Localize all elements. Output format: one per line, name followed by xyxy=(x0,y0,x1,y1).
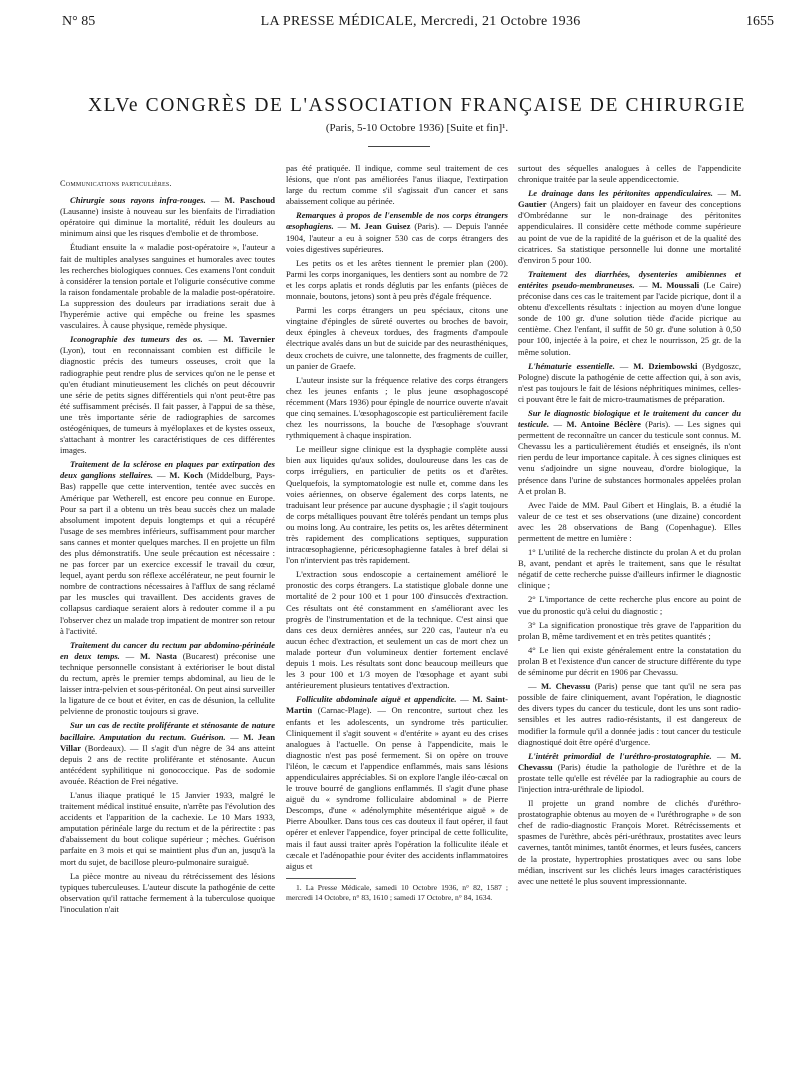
paragraph-text: (Angers) fait un plaidoyer en faveur des conceptions d'Ombrédanne sur le non-drainage des péritonites appendiculaires. Il considère cette méthode comme supérieure au point de vue de la rapidité de la guérison et de la qualité des cicatrices. Sa statistique personnelle lui donne une mortalité d'environ 5 pour 100. xyxy=(518,199,742,265)
author: M. Nasta xyxy=(139,650,177,661)
paragraph: La pièce montre au niveau du rétrécissement des lésions typiques tuberculeuses. L'auteur discute la pathogénie de cette observation qu'il rattache fermement à la tuberculose quoique l'inoculation n'ait xyxy=(60,870,275,914)
column-1 xyxy=(60,178,275,918)
communication-title: Folliculite abdominale aiguë et appendicite. xyxy=(296,694,457,705)
paragraph: — M. Chevassu (Paris) pense que tant qu'il ne sera pas possible de faire cliniquement, avant l'opération, le diagnostic des divers types du cancer du testicule, dont les uns sont radio-sensibles et les autres radio-résistants, il est dangereux de modifier la formule qu'il a donnée jadis : tout cancer du testicule diagnostiqué doit être opéré d'urgence. xyxy=(518,681,742,747)
author: M. Jean Villar xyxy=(60,731,275,753)
communication-title: Iconographie des tumeurs des os. xyxy=(70,334,203,345)
paragraph: Iconographie des tumeurs des os. — M. Tavernier (Lyon), tout en reconnaissant combien est difficile le diagnostic précis des tumeurs osseuses, croit que la radiographie peut rendre plus de services qu'on ne le pense et qu'en étudiant minutieusement les clichés on peut découvrir une série de petits signes différentiels qui n'ont peut-être pas été suffisamment précisés. Il fait passer, à l'appui de sa thèse, une très importante série de radiographies de sarcomes ostéogéniques, de tumeurs à myéloplaxes et de kystes osseux, s'attachant à montrer les caractéristiques de ces différentes images. xyxy=(60,334,275,456)
footnote-rule xyxy=(286,878,356,879)
author: M. Dziembowski xyxy=(633,360,698,371)
paragraph: Sur un cas de rectite proliférante et sténosante de nature bacillaire. Amputation du rectum. Guérison. — M. Jean Villar (Bordeaux). — Il s'agit d'un nègre de 34 ans atteint depuis 2 ans de rectite proliférante et sténosante. Aucun antécédent syphilitique ni gonococcique. Pas de sodomie avouée. Réaction de Frei négative. xyxy=(60,720,275,786)
paragraph: L'anus iliaque pratiqué le 15 Janvier 1933, malgré le traitement médical institué ensuite, n'arrête pas l'évolution des accidents et l'apparition de la cachexie. Le 10 Mars 1933, amputation périnéale large du rectum et de la périrectite : pas d'abaissement du bout colique supérieur ; mèches. Guérison parfaite en 3 mois et qui se maintient plus d'un an, jusqu'à la mort du sujet, de bacillose pleuro-pulmonaire suraiguë. xyxy=(60,789,275,867)
paragraph-text: (Paris). — Les signes qui permettent de reconnaître un cancer du testicule sont connus. M. Chevassu les a particulièrement étudiés et enseignés, ils n'ont rien perdu de leur importance capitale. À ces signes cliniques est venu s'adjoindre un signe nouveau, d'ordre biologique, la présence dans l'urine de substances hormonales appelées prolan A et prolan B. xyxy=(518,419,741,496)
paragraph-text: (Lausanne) insiste à nouveau sur les bienfaits de l'irradiation opératoire qui diminue la mortalité, réduit les douleurs au minimum ainsi que les risques d'embolie et de thrombose. xyxy=(60,206,275,239)
communication-title: Sur le diagnostic biologique et le traitement du cancer du testicule. xyxy=(518,407,741,430)
paragraph: Traitement du cancer du rectum par abdomino-périnéale en deux temps. — M. Nasta (Bucarest) préconise une technique personnelle consistant à extérioriser le bout distal du rectum, après le premier temps abdominal, au lieu de le laisser intra-pelvien et sous-péritonéal. On peut ainsi surveiller la ligature de ce bout et éviter, en cas de désunion, la cellulite pelvienne de pronostic toujours si grave. xyxy=(60,639,275,717)
paragraph-text: (Paris) pense que tant qu'il ne sera pas possible de faire cliniquement, avant l'opération, le diagnostic des divers types du cancer du testicule, dont les uns sont radio-sensibles et les autres radio-résistants, il est dangereux de modifier la formule qu'il a donnée jadis : tout cancer du testicule diagnostiqué doit être opéré d'urgence. xyxy=(518,681,742,747)
paragraph: Sur le diagnostic biologique et le traitement du cancer du testicule. — M. Antoine Béclère (Paris). — Les signes qui permettent de reconnaître un cancer du testicule sont connus. M. Chevassu les a particulièrement étudiés et enseignés, ils n'ont rien perdu de leur importance capitale. À ces signes cliniques est venu s'adjoindre un signe nouveau, d'ordre biologique, la présence dans l'urine de substances hormonales appelées prolan A et prolan B. xyxy=(518,407,741,496)
paragraph: 2° L'importance de cette recherche plus encore au point de vue du pronostic qu'à celui du diagnostic ; xyxy=(518,594,741,616)
running-header xyxy=(62,14,774,36)
paragraph-text: (Bucarest) préconise une technique personnelle consistant à extérioriser le bout distal du rectum, après le premier temps abdominal, au lieu de le laisser intra-pelvien et sous-péritonéal. On peut ainsi surveiller la ligature de ce bout et éviter, en cas de désunion, la cellulite pelvienne de pronostic toujours si grave. xyxy=(60,650,275,717)
paragraph: surtout des séquelles analogues à celles de l'appendicite chronique traitée par la seule appendicectomie. xyxy=(518,163,741,185)
paragraph: Il projette un grand nombre de clichés d'uréthro-prostatographie obtenus au moyen de « l'uréthrographe » de son chef de radio-diagnostic François Moret. Rétrécissements et spasmes de l'urèthre, abcès péri-uréthraux, prostatites avec leurs cavernes, tantôt minimes, tantôt énormes, et leurs fusées, cancers de la prostate, hypertrophies prostatiques avec ou sans lobe médian, inscrivent sur les clichés leurs images caractéristiques avec une netteté le plus souvent impressionnante. xyxy=(518,798,741,886)
paragraph-text: (Le Caire) préconise dans ces cas le traitement par l'acide picrique, dont il a obtenu d'excellents résultats : injection au moyen d'une longue sonde de 100 gr. d'une solution tiède d'acide picrique au centième. Chez l'enfant, il suffit de 50 gr. d'une solution à 0,50 pour 100, injectée à la poire, et chez le nourrisson, 25 gr. de la même solution. xyxy=(518,279,741,357)
paragraph: L'intérêt primordial de l'uréthro-prostatographie. — M. Chevassu (Paris) étudie la pathologie de l'urèthre et de la prostate telle qu'elle est révélée par la radiographie au cours de l'injection intra-uréthrale de lipiodol. xyxy=(518,750,741,794)
journal-date-line: LA PRESSE MÉDICALE, Mercredi, 21 Octobre 1936 xyxy=(260,14,581,29)
section-heading: Communications particulières. xyxy=(60,179,172,188)
issue-number: N° 85 xyxy=(62,14,96,29)
paragraph-text: (Middelburg, Pays-Bas) rappelle que cette intervention, tentée avec succès en Amérique par Wetherell, est encore peu connue en Europe. Pour sa part il a obtenu un très beau succès chez un malade absolument impotent depuis longtemps et qui a récupéré l'usage de ses membres inférieurs, suffisamment pour marcher sans cannes et monter quelques marches. Il en projette un film des plus démonstratifs. Une seule précaution est nécessaire : ne pas forcer par un exercice excessif le travail du cœur, lequel, ayant perdu son réflexe accélérateur, ne peut fournir le nombre de contractions nécessaires à l'afflux de sang réclamé par les muscles qui travaillent. Des accidents graves de collapsus cardiaque seraient alors à redouter comme il a pu l'observer chez un malade trop impatient de montrer son retour à l'activité. xyxy=(60,470,275,636)
author: M. Koch xyxy=(169,470,203,481)
paragraph: L'auteur insiste sur la fréquence relative des corps étrangers chez les jeunes enfants ; le plus jeune œsophagoscopé récemment (Mars 1936) pour épingle de nourrice ouverte n'avait que cinq semaines. L'œsophagoscopie est particulièrement facile chez les nourrissons, la bouche de l'œsophage s'ouvrant rythmiquement à chaque inspiration. xyxy=(286,374,508,441)
paragraph-text: (Lyon), tout en reconnaissant combien est difficile le diagnostic précis des tumeurs osseuses, croit que la radiographie peut rendre plus de services qu'on ne le pense et qu'en étudiant minutieusement les clichés on peut découvrir une série de petits signes différentiels qui n'ont peut-être pas été suffisamment précisés. Il fait passer, à l'appui de sa thèse, une très importante série de radiographies de sarcomes ostéogéniques, de tumeurs à myéloplaxes et de kystes osseux, s'attachant à montrer les caractéristiques de ces différentes images. xyxy=(60,345,275,456)
paragraph-text: (Bordeaux). — Il s'agit d'un nègre de 34 ans atteint depuis 2 ans de rectite proliférante et sténosante. Aucun antécédent syphilitique ni gonococcique. Pas de sodomie avouée. Réaction de Frei négative. xyxy=(60,742,275,786)
communication-title: Sur un cas de rectite proliférante et sténosante de nature bacillaire. Amputation du rectum. Guérison. xyxy=(60,720,275,742)
communication-title: Remarques à propos de l'ensemble de nos corps étrangers œsophagiens. xyxy=(286,210,508,232)
paragraph: L'hématurie essentielle. — M. Dziembowski (Bydgoszc, Pologne) discute la pathogénie de cette affection qui, à son avis, n'est pas toujours le fait de lésions néphritiques minimes, celles-ci pouvant être le fait de micro-traumatismes de préparation. xyxy=(518,360,741,404)
author: M. Gautier xyxy=(518,188,741,210)
paragraph: pas été pratiquée. Il indique, comme seul traitement de ces lésions, que n'ont pas améliorées l'anus iliaque, l'extirpation large du rectum comme s'il s'agissait d'un cancer et sans abaissement colique au périnée. xyxy=(286,163,508,207)
article-title: XLVe CONGRÈS DE L'ASSOCIATION FRANÇAISE DE CHIRURGIE xyxy=(87,95,747,116)
author: M. Chevassu xyxy=(518,750,741,772)
author: M. Chevassu xyxy=(540,681,591,692)
communication-title: Le drainage dans les péritonites appendiculaires. xyxy=(528,188,713,199)
paragraph: Remarques à propos de l'ensemble de nos corps étrangers œsophagiens. — M. Jean Guisez (Paris). — Depuis l'année 1904, l'auteur a eu à soigner 530 cas de corps étrangers des voies digestives supérieures. xyxy=(286,210,509,254)
author: M. Jean Guisez xyxy=(350,221,411,232)
communication-title: L'hématurie essentielle. xyxy=(528,360,615,371)
paragraph: Les petits os et les arêtes tiennent le premier plan (200). Parmi les corps inorganiques, les dentiers sont au nombre de 72 et les corps aplatis et ronds déglutis par les enfants (pièces de monnaie, boutons, jetons) sont à peu près d'égale fréquence. xyxy=(286,257,508,302)
paragraph: Avec l'aide de MM. Paul Gibert et Hinglais, B. a étudié la valeur de ce test et ses observations (une dizaine) concordent avec les 28 observations de Bang (Copenhague). Elles permettent de mettre en lumière : xyxy=(518,499,741,543)
article-subtitle: (Paris, 5-10 Octobre 1936) [Suite et fin]¹. xyxy=(325,122,509,134)
paragraph: L'extraction sous endoscopie a certainement amélioré le pronostic des corps étrangers. La statistique globale donne une mortalité de 2 pour 100 et 1 pour 100 d'insuccès d'extraction. Ces résultats ont été constamment en s'améliorant avec les progrès de l'instrumentation et de la technique. C'est ainsi que dans ces deux dernières années, sur 220 cas, l'auteur n'a eu aucun échec d'extraction, et seulement un cas de mort chez un malade porteur d'un volumineux dentier fortement enclavé depuis 1 mois. Les résultats sont donc beaucoup meilleurs que les 3 pour 100 et 1/3 moyen de l'œsophage et ayant subi antérieurement plusieurs tentatives d'extraction. xyxy=(286,569,508,691)
paragraph: 1° L'utilité de la recherche distincte du prolan A et du prolan B, avant, pendant et après le traitement, sans que le résultat négatif de cette recherche puisse d'ailleurs infirmer le diagnostic clinique ; xyxy=(518,547,741,591)
paragraph: Étudiant ensuite la « maladie post-opératoire », l'auteur a fait de multiples analyses sanguines et humorales avec toutes les recherches biologiques connues. Ces examens l'ont conduit à considérer la tension portale et l'oligurie consécutive comme la raison fondamentale probable de la maladie post-opératoire. La suppression des douleurs par irradiations serait due à l'hyperémie active qui empêche ou freine les spasmes vasculaires. À cause physique, remède physique. xyxy=(60,242,275,331)
author: M. Paschoud xyxy=(224,195,275,206)
column-2 xyxy=(286,163,508,906)
author: M. Antoine Béclère xyxy=(566,419,641,430)
paragraph-text: (Paris). — Depuis l'année 1904, l'auteur a eu à soigner 530 cas de corps étrangers des voies digestives supérieures. xyxy=(286,221,509,254)
paragraph: Chirurgie sous rayons infra-rouges. — M. Paschoud (Lausanne) insiste à nouveau sur les bienfaits de l'irradiation opératoire qui diminue la mortalité, réduit les douleurs au minimum ainsi que les risques d'embolie et de thrombose. xyxy=(60,195,275,239)
paragraph: Traitement de la sclérose en plaques par extirpation des deux ganglions stellaires. — M. Koch (Middelburg, Pays-Bas) rappelle que cette intervention, tentée avec succès en Amérique par Wetherell, est encore peu connue en Europe. Pour sa part il a obtenu un très beau succès chez un malade absolument impotent depuis longtemps et qui a récupéré l'usage de ses membres inférieurs, suffisamment pour marcher sans cannes et monter quelques marches. Il en projette un film des plus démonstratifs. Une seule précaution est nécessaire : ne pas forcer par un exercice excessif le travail du cœur, lequel, ayant perdu son réflexe accélérateur, ne peut fournir le nombre de contractions nécessaires à l'afflux de sang réclamé par les muscles qui travaillent. Des accidents graves de collapsus cardiaque seraient alors à redouter comme il a pu l'observer chez un malade trop impatient de montrer son retour à l'activité. xyxy=(60,459,275,636)
title-rule xyxy=(368,146,430,147)
paragraph: Le meilleur signe clinique est la dysphagie complète aussi bien aux liquides qu'aux solides, douloureuse dans les cas de corps irréguliers, en particulier de petits os et d'arêtes. Quelquefois, la symptomatologie est nulle et, comme dans les voies aériennes, on observe également des corps latents, ne traduisant leur présence par aucune dysphagie ; il s'agit toujours de corps métalliques pouvant être tolérés pendant un temps plus ou moins long. Au contraire, les petits os, les arêtes déterminent très rapidement des complications septiques, suppuration intracœsophagienne, péricœsophagienne fatales à bref délai si l'on n'intervient pas très rapidement. xyxy=(286,444,508,566)
communication-title: Traitement de la sclérose en plaques par extirpation des deux ganglions stellaires. xyxy=(60,459,275,481)
paragraph: Le drainage dans les péritonites appendiculaires. — M. Gautier (Angers) fait un plaidoyer en faveur des conceptions d'Ombrédanne sur le non-drainage des péritonites appendiculaires. Il considère cette méthode comme supérieure au point de vue de la rapidité de la guérison et de la qualité des cicatrices. Sa statistique personnelle lui donne une mortalité d'environ 5 pour 100. xyxy=(518,188,742,265)
column-3 xyxy=(518,163,741,890)
author: M. Moussali xyxy=(651,279,700,290)
page-number: 1655 xyxy=(745,14,774,29)
author: M. Tavernier xyxy=(223,334,275,345)
communication-title: Traitement du cancer du rectum par abdomino-périnéale en deux temps. xyxy=(60,639,275,661)
paragraph: Parmi les corps étrangers un peu spéciaux, citons une vingtaine d'épingles de sûreté ouvertes ou broches de bavoir, deux épingles à cheveux tordues, des fragments d'ampoule électrique avalés dans un but de suicide par des neurasthéniques, deux crochets de cuivre, une talonnette, des fragments de cuiller, un panier de Graefe. xyxy=(286,305,508,371)
paragraph-text: (Carnac-Plage). — On rencontre, surtout chez les enfants et les adolescents, un syndrome très particulier. Cliniquement il s'agit souvent « d'entérite » ayant eu des crises analogues à l'actuelle. On pense à l'appendicite, mais le diagnostic n'est pas posé fermement. Si on opère on trouve l'iléon, le cæcum et l'appendice enflammés, mais sans lésions appendiculaires appréciables. Si on explore l'angle iléo-cæcal on le trouve bourré de ganglions enflammés. Il s'agit d'une phase aiguë du « syndrome folliculaire abdominal » de Pierre Descomps, d'une « adénolymphite mésentérique aiguë » de Pierre Aboulker. Dans tous ces cas douteux il faut opérer, il faut opérer et enlever l'appendice, foyer principal de cette folliculite, mais il faut aussi traiter après l'opération la folliculite iléale et cæcale et l'adénopathie pour éviter des accidents inflammatoires aigus et xyxy=(286,705,508,871)
paragraph-text: (Bydgoszc, Pologne) discute la pathogénie de cette affection qui, à son avis, n'est pas toujours le fait de lésions néphritiques minimes, celles-ci pouvant être le fait de micro-traumatismes de préparation. xyxy=(518,360,741,404)
author: M. Saint-Martin xyxy=(286,694,509,716)
paragraph: Traitement des diarrhées, dysenteries amibiennes et entérites pseudo-membraneuses. — M. Moussali (Le Caire) préconise dans ces cas le traitement par l'acide picrique, dont il a obtenu d'excellents résultats : injection au moyen d'une longue sonde de 100 gr. d'une solution tiède d'acide picrique au centième. Chez l'enfant, il suffit de 50 gr. d'une solution à 0,50 pour 100, injectée à la poire, et chez le nourrisson, 25 gr. de la même solution. xyxy=(518,268,741,357)
paragraph: Folliculite abdominale aiguë et appendicite. — M. Saint-Martin (Carnac-Plage). — On rencontre, surtout chez les enfants et les adolescents, un syndrome très particulier. Cliniquement il s'agit souvent « d'entérite » ayant eu des crises analogues à l'actuelle. On pense à l'appendicite, mais le diagnostic n'est pas posé fermement. Si on opère on trouve l'iléon, le cæcum et l'appendice enflammés, mais sans lésions appendiculaires appréciables. Si on explore l'angle iléo-cæcal on le trouve bourré de ganglions enflammés. Il s'agit d'une phase aiguë du « syndrome folliculaire abdominal » de Pierre Descomps, d'une « adénolymphite mésentérique aiguë » de Pierre Aboulker. Dans tous ces cas douteux il faut opérer, il faut opérer et enlever l'appendice, foyer principal de cette folliculite, mais il faut aussi traiter après l'opération la folliculite iléale et cæcale et l'adénopathie pour éviter des accidents inflammatoires aigus et xyxy=(286,694,509,871)
footnote: 1. La Presse Médicale, samedi 10 Octobre 1936, n° 82, 1587 ; mercredi 14 Octobre, n° 83, 1610 ; samedi 17 Octobre, n° 84, 1634. xyxy=(286,882,508,902)
paragraph: 4° Le lien qui existe généralement entre la constatation du prolan B et l'existence d'un cancer de structure différente du type de séminome pur décrit en 1906 par Chevassu. xyxy=(518,644,741,678)
communication-title: L'intérêt primordial de l'uréthro-prostatographie. xyxy=(528,750,712,761)
paragraph: 3° La signification pronostique très grave de l'apparition du prolan B, même tardivement et en très petites quantités ; xyxy=(518,619,741,641)
communication-title: Traitement des diarrhées, dysenteries amibiennes et entérites pseudo-membraneuses. xyxy=(518,268,741,290)
communication-title: Chirurgie sous rayons infra-rouges. xyxy=(70,195,206,206)
paragraph-text: (Paris) étudie la pathologie de l'urèthre et de la prostate telle qu'elle est révélée par la radiographie au cours de l'injection intra-uréthrale de lipiodol. xyxy=(518,761,741,794)
